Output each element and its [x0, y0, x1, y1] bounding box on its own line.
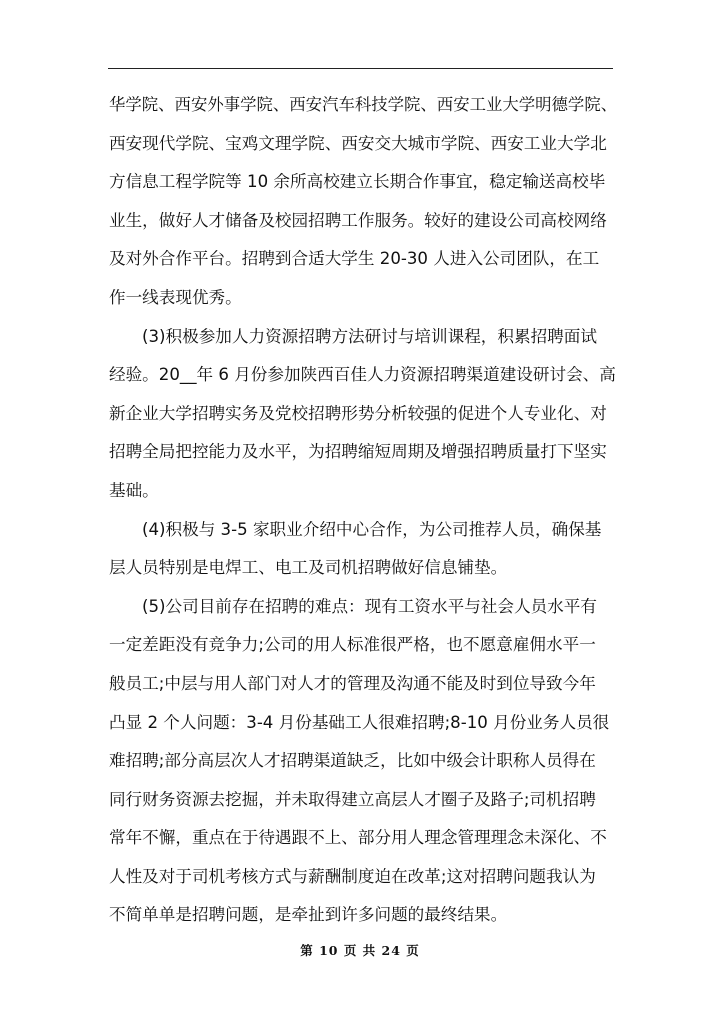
- text-line: 凸显 2 个人问题：3-4 月份基础工人很难招聘;8-10 月份业务人员很: [109, 712, 610, 732]
- text-line: 般员工;中层与用人部门对人才的管理及沟通不能及时到位导致今年: [109, 673, 596, 693]
- text-line: 业生，做好人才储备及校园招聘工作服务。较好的建设公司高校网络: [109, 210, 607, 230]
- text-line: 一定差距没有竞争力;公司的用人标准很严格，也不愿意雇佣水平一: [109, 635, 596, 655]
- text-line: (4)积极与 3-5 家职业介绍中心合作，为公司推荐人员，确保基: [142, 519, 602, 539]
- text-line: 招聘全局把控能力及水平，为招聘缩短周期及增强招聘质量打下坚实: [109, 442, 607, 462]
- text-line: 方信息工程学院等 10 余所高校建立长期合作事宜，稳定输送高校毕: [109, 172, 606, 192]
- text-line: 西安现代学院、宝鸡文理学院、西安交大城市学院、西安工业大学北: [109, 133, 607, 153]
- document-body: [109, 86, 617, 935]
- text-line: 不简单单是招聘问题，是牵扯到许多问题的最终结果。: [109, 905, 508, 925]
- text-line: 层人员特别是电焊工、电工及司机招聘做好信息铺垫。: [109, 558, 508, 578]
- text-line: (3)积极参加人力资源招聘方法研讨与培训课程，积累招聘面试: [142, 326, 597, 346]
- text-line: 同行财务资源去挖掘，并未取得建立高层人才圈子及路子;司机招聘: [109, 789, 596, 809]
- text-line: 新企业大学招聘实务及党校招聘形势分析较强的促进个人专业化、对: [109, 403, 607, 423]
- header-rule: [108, 68, 613, 69]
- text-line: 及对外合作平台。招聘到合适大学生 20-30 人进入公司团队，在工: [109, 249, 600, 269]
- text-line: 基础。: [109, 480, 159, 500]
- text-line: 经验。20__年 6 月份参加陕西百佳人力资源招聘渠道建设研讨会、高: [109, 365, 616, 385]
- text-line: (5)公司目前存在招聘的难点：现有工资水平与社会人员水平有: [142, 596, 597, 616]
- text-line: 常年不懈，重点在于待遇跟不上、部分用人理念管理理念未深化、不: [109, 828, 607, 848]
- text-line: 难招聘;部分高层次人才招聘渠道缺乏，比如中级会计职称人员得在: [109, 751, 596, 771]
- text-line: 人性及对于司机考核方式与薪酬制度迫在改革;这对招聘问题我认为: [109, 866, 596, 886]
- text-line: 华学院、西安外事学院、西安汽车科技学院、西安工业大学明德学院、: [109, 95, 618, 114]
- page-number: 第 10 页 共 24 页: [300, 943, 420, 958]
- text-line: 作一线表现优秀。: [109, 287, 242, 307]
